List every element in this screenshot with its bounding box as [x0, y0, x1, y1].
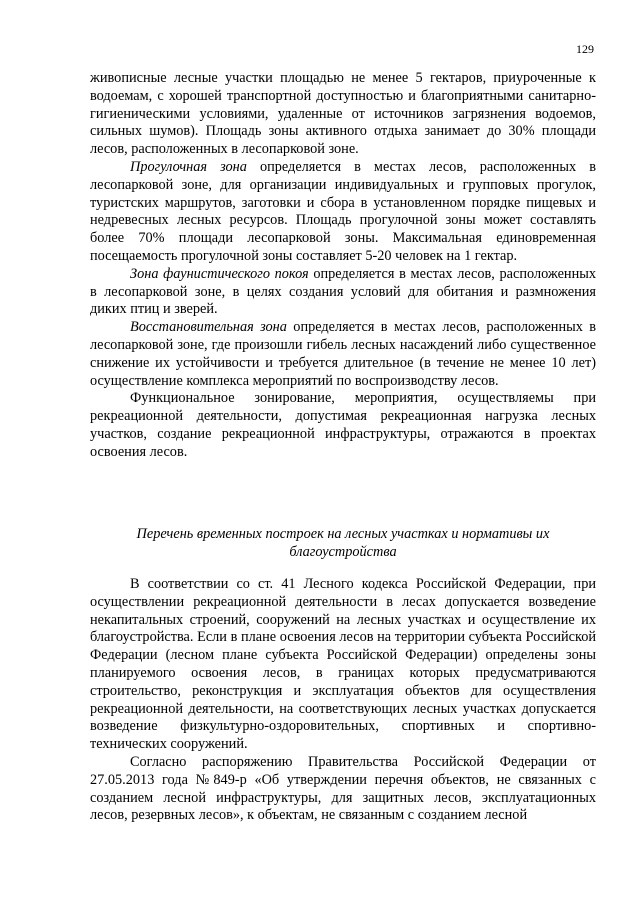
- paragraph-forest-code-article: В соответствии со ст. 41 Лесного кодекса Российской Федерации, при осуществлении рекреационной деятельности в лесах допускается возведение некапитальных строений, сооружений на лесных участках и осуществление их благоустройства. Если в плане освоения лесов на территории субъекта Российской Федерации (лесном плане субъекта Российской Федерации) определены зоны планируемого освоения лесов, в границах которых предусматриваются строительство, реконструкция и эксплуатация объектов для осуществления рекреационной деятельности, на соответствующих лесных участках допускается возведение физкультурно-оздоровительных, спортивных и спортивно-технических сооружений.: [90, 576, 596, 753]
- term-fauna-rest-zone: Зона фаунистического покоя: [130, 265, 309, 282]
- fauna-rest-zone-text: определяется в местах лесов, расположенных в лесопарковой зоне, в целях создания условий для обитания и размножения диких птиц и зверей.: [90, 265, 596, 318]
- section-heading: Перечень временных построек на лесных участках и нормативы их благоустройства: [136, 526, 550, 560]
- page-number: 129: [576, 42, 594, 56]
- paragraph-fauna-rest-zone: [90, 266, 596, 319]
- restoration-zone-text: определяется в местах лесов, расположенных в лесопарковой зоне, где произошли гибель лесных насаждений либо существенное снижение их устойчивости и требуется длительное (в течение не менее 10 лет) осуществление комплекса мероприятий по воспроизводству лесов.: [90, 319, 596, 389]
- recreation-zones-text: [90, 70, 596, 462]
- term-restoration-zone: Восстановительная зона: [130, 319, 287, 336]
- paragraph-government-order: Согласно распоряжению Правительства Российской Федерации от 27.05.2013 года №849-р «Об утверждении перечня объектов, не связанных с созданием лесной инфраструктуры, для защитных лесов, эксплуатационных лесов, резервных лесов», к объектам, не связанным с созданием лесной: [90, 753, 596, 824]
- paragraph-restoration-zone: [90, 319, 596, 390]
- walking-zone-text: определяется в местах лесов, расположенных в лесопарковой зоне, для организации индивидуальных и групповых прогулок, туристских маршрутов, заготовки и сбора в установленном порядке пищевых и недревесных лесных ресурсов. Площадь прогулочной зоны может составлять более 70% площади лесопарковой зоны. Максимальная единовременная посещаемость прогулочной зоны составляет 5-20 человек на 1 гектар.: [90, 158, 596, 264]
- paragraph-active-rest-zone-cont: живописные лесные участки площадью не менее 5 гектаров, приуроченные к водоемам, с хорошей транспортной доступностью и благоприятными санитарно-гигиеническими условиями, удаленные от источников загрязнения водоемов, сильных шумов). Площадь зоны активного отдыха занимает до 30% площади лесов, расположенных в лесопарковой зоне.: [90, 70, 596, 158]
- temporary-buildings-text: [90, 576, 596, 825]
- paragraph-walking-zone: [90, 159, 596, 266]
- term-walking-zone: Прогулочная зона: [130, 158, 247, 175]
- paragraph-functional-zoning: Функциональное зонирование, мероприятия, осуществляемы при рекреационной деятельности, допустимая рекреационная нагрузка лесных участков, создание рекреационной инфраструктуры, отражаются в проектах освоения лесов.: [90, 390, 596, 460]
